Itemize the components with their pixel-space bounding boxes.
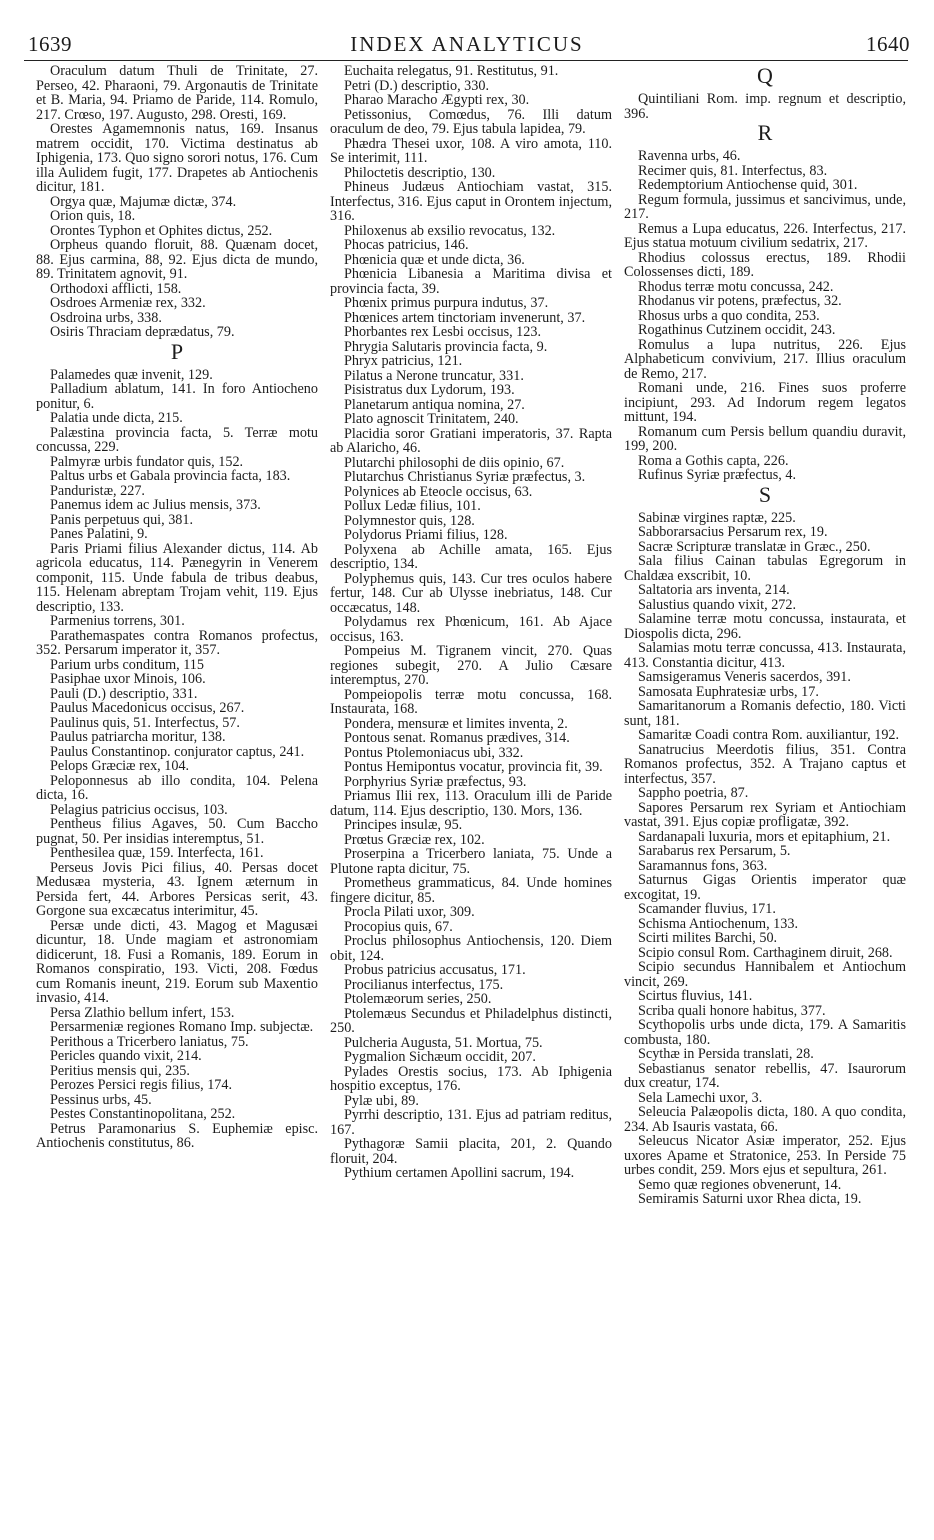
index-entry: Polydamus rex Phœnicum, 161. Ab Ajace occisus, 163. xyxy=(330,614,612,645)
index-entry: Romani unde, 216. Fines suos proferre incipiunt, 293. Ad Indorum regem legatos mittunt, 194. xyxy=(624,380,906,425)
index-entry: Pollux Ledæ filius, 101. xyxy=(344,498,481,514)
section-letter-p: P xyxy=(170,338,184,364)
index-entry: Priamus Ilii rex, 113. Oraculum illi de Paride datum, 114. Ejus descriptio, 130. Mors, 136. xyxy=(330,788,612,819)
index-entry: Phœnix primus purpura indutus, 37. xyxy=(344,295,549,311)
index-entry: Salamias motu terræ concussa, 413. Instaurata, 413. Constantia dicitur, 413. xyxy=(624,640,906,671)
index-entry: Sappho poetria, 87. xyxy=(638,785,749,801)
index-entry: Palamedes quæ invenit, 129. xyxy=(50,366,213,383)
index-entry: Plato agnoscit Trinitatem, 240. xyxy=(344,411,519,427)
index-entry: Scythopolis urbs unde dicta, 179. A Samaritis combusta, 180. xyxy=(624,1017,906,1048)
entries-p xyxy=(36,368,318,1151)
index-entry: Paulinus quis, 51. Interfectus, 57. xyxy=(50,714,240,731)
index-entry: Phœnicia quæ et unde dicta, 36. xyxy=(344,251,525,268)
index-entry: Paltus urbs et Gabala provincia facta, 183. xyxy=(50,468,291,484)
index-entry: Panes Palatini, 9. xyxy=(50,526,148,542)
page-number-right: 1640 xyxy=(866,32,910,56)
index-entry: Rhodius colossus erectus, 189. Rhodii Colossenses dicti, 189. xyxy=(624,249,906,280)
index-entry: Philoctetis descriptio, 130. xyxy=(344,164,496,181)
index-entry: Sala filius Cainan tabulas Egregorum in Chaldæa exscribit, 10. xyxy=(624,553,906,584)
section-letter-r: R xyxy=(757,120,773,145)
index-entry: Samosata Euphratesiæ urbs, 17. xyxy=(638,683,819,700)
index-entry: Sabinæ virgines raptæ, 225. xyxy=(638,509,796,526)
index-entry: Saturnus Gigas Orientis imperator quæ excogitat, 19. xyxy=(624,872,906,903)
index-entry: Panis perpetuus qui, 381. xyxy=(50,511,194,528)
index-entry: Osdroes Armeniæ rex, 332. xyxy=(50,295,206,311)
index-entry: Pondera, mensuræ et limites inventa, 2. xyxy=(344,715,568,732)
section-letter-s: S xyxy=(758,481,772,507)
index-entry: Pompeius M. Tigranem vincit, 270. Quas regiones subegit, 270. A Julio Cæsare interemptus, 270. xyxy=(330,643,612,688)
index-entry: Sebastianus senator rebellis, 47. Isaurorum dux creatur, 174. xyxy=(624,1060,906,1091)
index-entry: Paulus Macedonicus occisus, 267. xyxy=(50,700,245,716)
index-entry: Persa Zlathio bellum infert, 153. xyxy=(50,1004,235,1021)
index-entry: Pessinus urbs, 45. xyxy=(50,1091,152,1108)
index-entry: Pentheus filius Agaves, 50. Cum Baccho pugnat, 50. Per insidias interemptus, 51. xyxy=(36,816,318,847)
index-entry: Probus patricius accusatus, 171. xyxy=(344,962,526,978)
index-entry: Rhosus urbs a quo condita, 253. xyxy=(638,307,820,324)
index-entry: Pelops Græciæ rex, 104. xyxy=(50,758,190,774)
index-entry: Sapores Persarum rex Syriam et Antiochiam vastat, 391. Ejus copiæ profligatæ, 392. xyxy=(624,799,906,830)
header-rule xyxy=(24,60,908,61)
index-entry: Osiris Thraciam deprædatus, 79. xyxy=(50,324,235,340)
index-entry: Sanatrucius Meerdotis filius, 351. Contra Romanos profectus, 352. A Trajano captus et interfectus, 357. xyxy=(624,741,906,787)
index-entry: Parium urbs conditum, 115 xyxy=(50,656,204,673)
index-entry: Pauli (D.) descriptio, 331. xyxy=(50,685,198,702)
index-entry: Pylæ ubi, 89. xyxy=(344,1092,419,1109)
index-entry: Samaritanorum a Romanis defectio, 180. Victi sunt, 181. xyxy=(624,698,906,729)
index-entry: Scythæ in Persida translati, 28. xyxy=(638,1046,814,1062)
index-entry: Sabborarsacius Persarum rex, 19. xyxy=(638,524,828,540)
index-entry: Phœnicia Libanesia a Maritima divisa et provincia facta, 39. xyxy=(330,266,612,297)
index-entry: Semiramis Saturni uxor Rhea dicta, 19. xyxy=(638,1191,862,1207)
index-entry: Salustius quando vixit, 272. xyxy=(638,596,797,613)
index-entry: Saramannus fons, 363. xyxy=(638,857,768,874)
index-entry: Parathemaspates contra Romanos profectus, 352. Persarum imperator it, 357. xyxy=(36,627,318,658)
index-entry: Pontus Ptolemoniacus ubi, 332. xyxy=(344,744,524,761)
index-entry: Regum formula, jussimus et sancivimus, unde, 217. xyxy=(624,191,906,222)
index-entry: Semo quæ regiones obvenerunt, 14. xyxy=(638,1176,842,1193)
index-entry: Phrygia Salutaris provincia facta, 9. xyxy=(344,338,548,355)
index-entry: Scipio consul Rom. Carthaginem diruit, 268. xyxy=(638,944,893,961)
index-entry: Panemus idem ac Julius mensis, 373. xyxy=(50,497,261,513)
index-entry: Schisma Antiochenum, 133. xyxy=(638,915,798,932)
index-entry: Pontus Hemipontus vocatur, provincia fit, 39. xyxy=(344,759,603,775)
index-entry: Palæstina provincia facta, 5. Terræ motu concussa, 229. xyxy=(36,424,318,455)
index-entry: Persæ unde dicti, 43. Magog et Magusæi dicuntur, 18. Unde magiam et astronomiam didicerunt, 18. Fusi a Romanis, 189. Eorum in Romanos conspiratio, 193. Victi, 208. Fœdus cum Romanis ineunt, 219. Eorum sub Maxentio invasio, 414. xyxy=(36,917,318,1006)
index-entry: Phineus Judæus Antiochiam vastat, 315. Interfectus, 316. Ejus caput in Orontem injectum, 316. xyxy=(330,179,612,224)
index-entry: Plutarchus Christianus Syriæ præfectus, 3. xyxy=(344,469,586,485)
running-title: INDEX ANALYTICUS xyxy=(350,32,584,56)
index-entry: Plutarchi philosophi de diis opinio, 67. xyxy=(344,454,565,471)
index-entry: Pontous senat. Romanus prædives, 314. xyxy=(344,730,570,746)
index-entry: Pharao Maracho Ægypti rex, 30. xyxy=(344,92,530,108)
index-entry: Placidia soror Gratiani imperatoris, 37. Rapta ab Alaricho, 46. xyxy=(330,425,612,456)
index-entry: Orestes Agamemnonis natus, 169. Insanus matrem occidit, 170. Victima destinatus ab Iphigenia, 173. Quo signo sorori notus, 176. Cum illa Aulidem fugit, 177. Drapetes ab Antiochenis dicitur, 181. xyxy=(36,121,318,195)
index-entry: Polyxena ab Achille amata, 165. Ejus descriptio, 134. xyxy=(330,541,612,572)
index-entry: Romanum cum Persis bellum quandiu duravit, 199, 200. xyxy=(624,423,906,454)
index-entry: Polyphemus quis, 143. Cur tres oculos habere fertur, 148. Cur ab Ulysse inebriatus, 148. Cur occæcatus, 148. xyxy=(330,570,612,616)
index-entry: Salamine terræ motu concussa, instaurata, et Diospolis dicta, 296. xyxy=(624,611,906,642)
index-entry: Ravenna urbs, 46. xyxy=(638,148,741,164)
index-entry: Roma a Gothis capta, 226. xyxy=(638,452,789,469)
index-entry: Procilianus interfectus, 175. xyxy=(344,976,504,993)
index-entry: Remus a Lupa educatus, 226. Interfectus, 217. Ejus statua motuum civilium sedatrix, 217. xyxy=(624,220,906,251)
entries-q xyxy=(624,92,906,121)
index-entry: Palatia unde dicta, 215. xyxy=(50,410,183,426)
index-entry: Pyrrhi descriptio, 131. Ejus ad patriam reditus, 167. xyxy=(330,1107,612,1138)
index-entry: Redemptorium Antiochense quid, 301. xyxy=(638,177,858,193)
index-entry: Rhodanus vir potens, præfectus, 32. xyxy=(638,293,842,309)
entries-s xyxy=(624,511,906,1207)
index-entry: Perseus Jovis Pici filius, 40. Persas docet Medusæa mysteria, 43. Ignem æternum in Persida fert, 44. Arbores Persicas serit, 43. Gorgone sua excæcatus interimitur, 45. xyxy=(36,859,318,919)
index-entry: Parmenius torrens, 301. xyxy=(50,613,185,629)
index-entry: Saltatoria ars inventa, 214. xyxy=(638,582,790,598)
page-header xyxy=(22,30,912,60)
entries-p-continued xyxy=(330,64,612,1181)
index-entry: Ptolemæorum series, 250. xyxy=(344,991,492,1007)
index-entry: Scirtus fluvius, 141. xyxy=(638,988,753,1004)
index-entry: Paris Priami filius Alexander dictus, 114. Ab agricola educatus, 114. Pænegyrin in Venerem componit, 115. Unde fabula de tribus deabus, 115. Helenam abreptam Trojam vehit, 119. Ejus descriptio, 133. xyxy=(36,540,318,615)
index-entry: Procopius quis, 67. xyxy=(344,918,453,935)
index-entry: Pelagius patricius occisus, 103. xyxy=(50,801,228,818)
index-entry: Perozes Persici regis filius, 174. xyxy=(50,1077,233,1093)
index-entry: Pythagoræ Samii placita, 201, 2. Quando floruit, 204. xyxy=(330,1136,612,1167)
index-entry: Petri (D.) descriptio, 330. xyxy=(344,77,489,94)
index-entry: Procla Pilati uxor, 309. xyxy=(344,904,475,920)
index-entry: Pylades Orestis socius, 173. Ab Iphigenia hospitio exceptus, 176. xyxy=(330,1063,612,1094)
index-entry: Scipio secundus Hannibalem et Antiochum vincit, 269. xyxy=(624,959,906,990)
index-entry: Seleucia Palæopolis dicta, 180. A quo condita, 234. Ab Isauris vastata, 66. xyxy=(624,1104,906,1135)
index-entry: Pompeiopolis terræ motu concussa, 168. Instaurata, 168. xyxy=(330,686,612,717)
index-entry: Pygmalion Sichæum occidit, 207. xyxy=(344,1049,536,1065)
index-entry: Pisistratus dux Lydorum, 193. xyxy=(344,382,515,398)
index-entry: Phryx patricius, 121. xyxy=(344,353,463,369)
index-entry: Pestes Constantinopolitana, 252. xyxy=(50,1106,236,1122)
index-entry: Persarmeniæ regiones Romano Imp. subjectæ. xyxy=(50,1019,314,1035)
index-entry: Polynices ab Eteocle occisus, 63. xyxy=(344,483,533,500)
index-entry: Romulus a lupa nutritus, 226. Ejus Alphabeticum convivium, 217. Illius oraculum de Remo, 217. xyxy=(624,336,906,382)
index-entry: Sardanapali luxuria, mors et epitaphium, 21. xyxy=(638,828,891,845)
index-entry: Pythium certamen Apollini sacrum, 194. xyxy=(344,1165,575,1181)
index-entry: Scirti milites Barchi, 50. xyxy=(638,930,778,946)
index-entry: Sarabarus rex Persarum, 5. xyxy=(638,843,791,859)
index-entry: Prometheus grammaticus, 84. Unde homines fingere dicitur, 85. xyxy=(330,875,612,906)
index-entry: Orgya quæ, Majumæ dictæ, 374. xyxy=(50,193,237,210)
index-entry: Polymnestor quis, 128. xyxy=(344,512,475,529)
index-entry: Polydorus Priami filius, 128. xyxy=(344,527,508,543)
index-entry: Scriba quali honore habitus, 377. xyxy=(638,1002,826,1019)
index-entry: Samaritæ Coadi contra Rom. auxiliantur, 192. xyxy=(638,727,900,743)
index-entry: Perithous a Tricerbero laniatus, 75. xyxy=(50,1033,249,1050)
index-entry: Sela Lamechi uxor, 3. xyxy=(638,1089,763,1106)
index-entry: Prœtus Græciæ rex, 102. xyxy=(344,831,485,848)
index-entry: Orion quis, 18. xyxy=(50,208,136,224)
index-entry: Orthodoxi afflicti, 158. xyxy=(50,280,182,297)
index-entry: Palladium ablatum, 141. In foro Antiocheno ponitur, 6. xyxy=(36,381,318,412)
index-entry: Quintiliani Rom. imp. regnum et descriptio, 396. xyxy=(624,91,906,122)
index-entry: Rufinus Syriæ præfectus, 4. xyxy=(638,467,797,483)
page-number-left: 1639 xyxy=(28,32,72,56)
index-entry: Panduristæ, 227. xyxy=(50,482,145,499)
index-entry: Euchaita relegatus, 91. Restitutus, 91. xyxy=(344,63,559,79)
index-entry: Ptolemæus Secundus et Philadelphus distincti, 250. xyxy=(330,1005,612,1036)
index-entry: Pasiphae uxor Minois, 106. xyxy=(50,671,206,687)
index-entry: Orontes Typhon et Ophites dictus, 252. xyxy=(50,222,273,239)
index-entry: Principes insulæ, 95. xyxy=(344,817,463,833)
index-entry: Phædra Thesei uxor, 108. A viro amota, 110. Se interimit, 111. xyxy=(330,135,612,166)
index-entry: Sacræ Scripturæ translatæ in Græc., 250. xyxy=(638,538,871,555)
index-entry: Proserpina a Tricerbero laniata, 75. Unde a Plutone rapta dicitur, 75. xyxy=(330,846,612,877)
index-entry: Petrus Paramonarius S. Euphemiæ episc. Antiochenis constitutus, 86. xyxy=(36,1120,318,1151)
index-entry: Samsigeramus Veneris sacerdos, 391. xyxy=(638,669,851,685)
index-entry: Pulcheria Augusta, 51. Mortua, 75. xyxy=(344,1034,543,1051)
index-entry: Proclus philosophus Antiochensis, 120. Diem obit, 124. xyxy=(330,933,612,964)
index-entry: Scamander fluvius, 171. xyxy=(638,901,776,917)
index-entry: Paulus patriarcha moritur, 138. xyxy=(50,729,226,745)
index-column-1 xyxy=(36,64,318,1151)
index-entry: Palmyræ urbis fundator quis, 152. xyxy=(50,453,244,470)
index-entry: Osdroina urbs, 338. xyxy=(50,309,162,326)
index-entry: Phorbantes rex Lesbi occisus, 123. xyxy=(344,324,542,340)
section-letter-q: Q xyxy=(757,63,773,88)
index-entry: Paulus Constantinop. conjurator captus, 241. xyxy=(50,743,305,760)
index-entry: Seleucus Nicator Asiæ imperator, 252. Ejus uxores Apame et Stratonice, 253. In Perside 75 urbes condit, 259. Mors ejus et sepultura, 261. xyxy=(624,1133,906,1178)
entries-r xyxy=(624,149,906,483)
index-column-2 xyxy=(330,64,612,1181)
entries-o xyxy=(36,64,318,340)
index-entry: Recimer quis, 81. Interfectus, 83. xyxy=(638,162,828,179)
index-entry: Peritius mensis qui, 235. xyxy=(50,1062,190,1079)
index-entry: Petissonius, Comœdus, 76. Illi datum oraculum de deo, 79. Ejus tabula lapidea, 79. xyxy=(330,106,612,137)
index-entry: Rogathinus Cutzinem occidit, 243. xyxy=(638,322,836,338)
index-entry: Peloponnesus ab illo condita, 104. Pelena dicta, 16. xyxy=(36,772,318,803)
index-entry: Planetarum antiqua nomina, 27. xyxy=(344,396,525,413)
index-column-3 xyxy=(624,64,906,1207)
index-entry: Porphyrius Syriæ præfectus, 93. xyxy=(344,773,527,790)
index-entry: Philoxenus ab exsilio revocatus, 132. xyxy=(344,222,556,239)
index-entry: Pilatus a Nerone truncatur, 331. xyxy=(344,367,524,384)
index-entry: Pericles quando vixit, 214. xyxy=(50,1048,202,1064)
index-entry: Phœnices artem tinctoriam invenerunt, 37. xyxy=(344,309,586,326)
index-entry: Rhodus terræ motu concussa, 242. xyxy=(638,278,834,295)
index-entry: Orpheus quando floruit, 88. Quænam docet, 88. Ejus carmina, 88, 92. Ejus dicta de mundo, 89. Trinitatem agnovit, 91. xyxy=(36,237,318,282)
index-entry: Oraculum datum Thuli de Trinitate, 27. Perseo, 42. Pharaoni, 79. Argonautis de Trinitate et B. Maria, 94. Priamo de Paride, 114. Romulo, 217. Crœso, 197. Augusto, 298. Oresti, 169. xyxy=(36,63,318,123)
index-entry: Penthesilea quæ, 159. Interfecta, 161. xyxy=(50,845,264,861)
index-entry: Phocas patricius, 146. xyxy=(344,237,469,253)
